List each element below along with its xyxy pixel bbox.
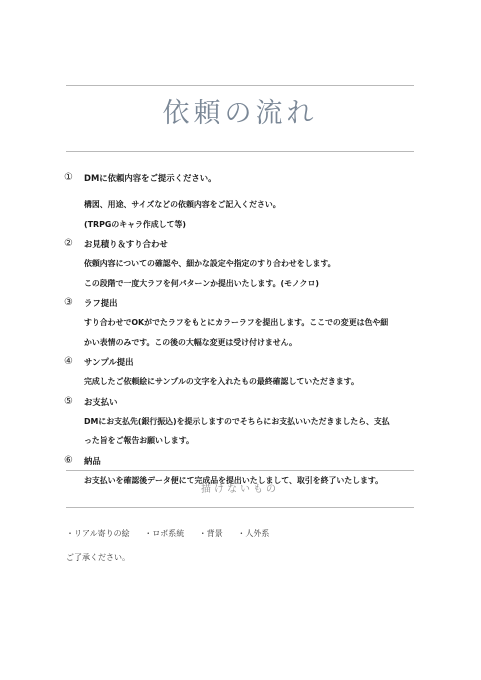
ng-note: ご了承ください。 — [66, 553, 130, 562]
ng-list — [66, 528, 281, 539]
step-body — [84, 188, 424, 234]
step-header — [64, 352, 424, 372]
step-1 — [64, 168, 424, 234]
step-header — [64, 293, 424, 313]
step-line: 依頼内容についての確認や、細かな設定や指定のすり合わせをします。 — [84, 259, 336, 268]
step-line: お支払いを確認後データ便にて完成品を提出いたしまして、取引を終了いたします。 — [84, 475, 384, 485]
step-title: お見積り＆すり合わせ — [84, 239, 168, 249]
title-top-rule — [66, 85, 414, 86]
step-title: 納品 — [84, 455, 101, 466]
step-header — [64, 451, 424, 471]
step-header — [64, 168, 424, 188]
step-title: ラフ提出 — [84, 298, 118, 308]
step-line: った旨をご報告お願いします。 — [84, 436, 194, 445]
step-line: この段階で一度大ラフを何パターンか提出いたします。(モノクロ) — [84, 278, 319, 288]
spacer — [84, 188, 424, 195]
ng-item: ・リアル寄りの絵 — [66, 529, 130, 538]
step-body — [84, 313, 424, 352]
step-header — [64, 234, 424, 254]
ng-item: ・背景 — [198, 529, 223, 538]
step-line: 完成したご依頼絵にサンプルの文字を入れたもの最終確認していただきます。 — [84, 377, 359, 386]
step-3 — [64, 293, 424, 352]
step-number: ④ — [64, 356, 73, 367]
ng-bottom-rule — [66, 507, 414, 508]
step-title: サンプル提出 — [84, 357, 134, 367]
step-title: お支払い — [84, 396, 118, 407]
step-title: DMに依頼内容をご提示ください。 — [84, 173, 217, 183]
title-bottom-rule — [66, 151, 414, 152]
ng-top-rule — [66, 470, 414, 471]
step-line: DMにお支払先(銀行振込)を提示しますのでそちらにお支払いいただきましたら、支払 — [84, 416, 390, 426]
ng-item: ・ロボ系統 — [144, 529, 185, 538]
step-line: かい表情のみです。この後の大幅な変更は受け付けません。 — [84, 337, 297, 347]
step-5 — [64, 392, 424, 451]
step-body — [84, 412, 424, 451]
step-number: ② — [64, 238, 73, 249]
step-4 — [64, 352, 424, 392]
ng-item: ・人外系 — [237, 529, 270, 538]
step-line: (TRPGのキャラ作成して等) — [84, 219, 186, 229]
step-number: ① — [64, 172, 73, 183]
step-body — [84, 254, 424, 293]
step-line: 構図、用途、サイズなどの依頼内容をご記入ください。 — [84, 200, 281, 209]
step-number: ③ — [64, 297, 73, 308]
step-number: ⑥ — [64, 454, 73, 466]
step-body — [84, 372, 424, 392]
step-line: すり合わせでOKがでたラフをもとにカラーラフを提出します。ここでの変更は色や細 — [84, 318, 389, 327]
ng-section-title: 描けないもの — [201, 484, 279, 495]
page-title: 依頼の流れ — [162, 98, 318, 129]
step-2 — [64, 234, 424, 293]
step-header — [64, 392, 424, 412]
flow-steps — [64, 168, 424, 490]
step-number: ⑤ — [64, 395, 73, 407]
